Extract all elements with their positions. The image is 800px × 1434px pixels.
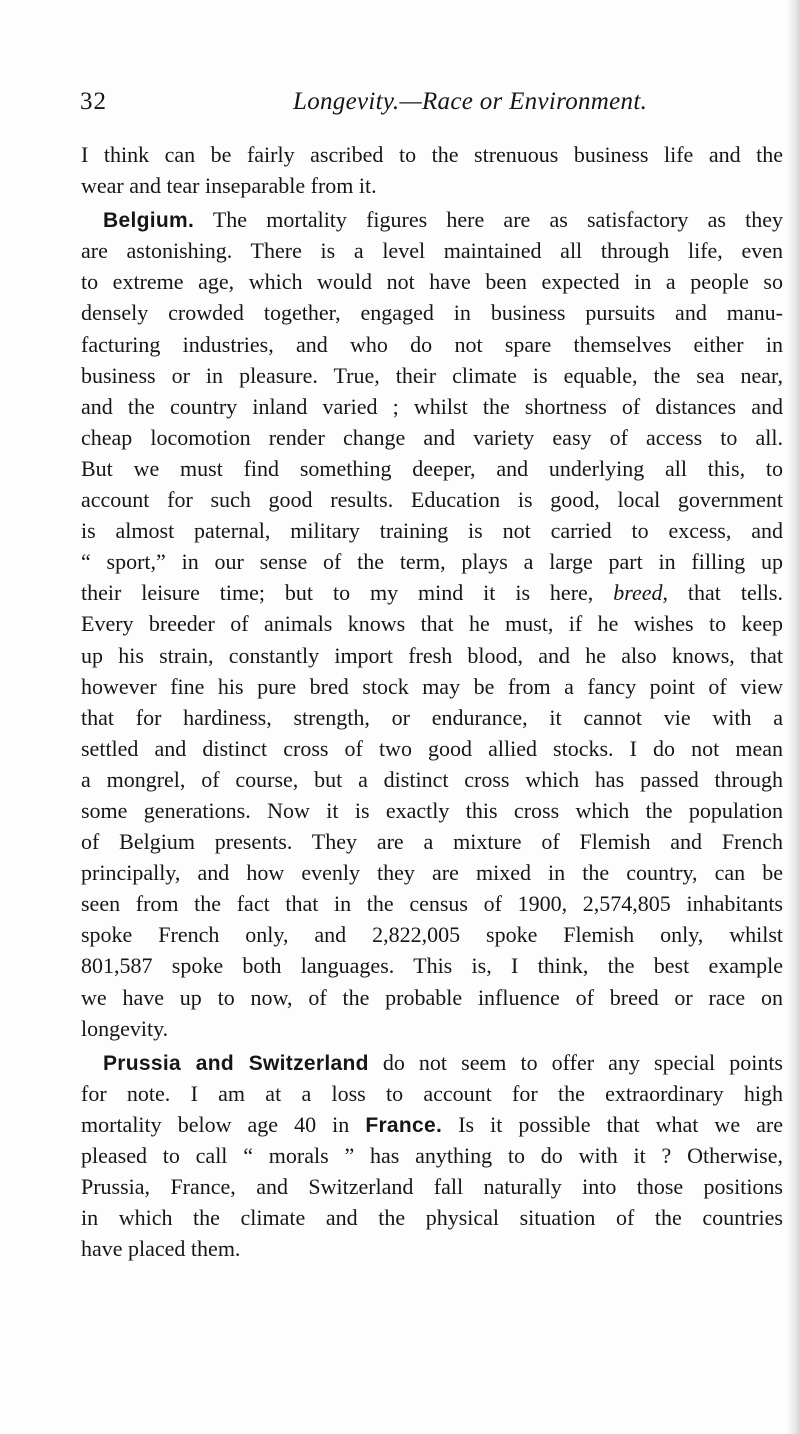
- section-heading: France.: [365, 1113, 443, 1137]
- page-header: [80, 88, 780, 128]
- body-text: [81, 139, 783, 1264]
- text-run: principally, and how evenly they are mixed in the country, can be: [81, 860, 783, 886]
- page-edge-shadow: [786, 0, 800, 1434]
- text-line: [81, 1013, 783, 1044]
- text-run: of Belgium presents. They are a mixture of Flemish and French: [81, 829, 783, 855]
- text-line: [81, 484, 783, 515]
- text-run: to extreme age, which would not have been expected in a people so: [81, 269, 783, 295]
- text-run: 801,587 spoke both languages. This is, I think, the best example: [81, 953, 783, 979]
- text-run: we have up to now, of the probable influence of breed or race on: [81, 984, 783, 1010]
- text-line: [81, 1109, 783, 1140]
- text-run: mortality below age 40 in: [81, 1111, 366, 1137]
- text-run: however fine his pure bred stock may be from a fancy point of view: [81, 673, 783, 699]
- text-line: [81, 1140, 783, 1171]
- section-heading: Prussia and Switzerland: [103, 1051, 369, 1075]
- text-line: [81, 329, 783, 360]
- text-run: seen from the fact that in the census of 1900, 2,574,805 inhabitants: [81, 891, 783, 917]
- text-line: [81, 204, 783, 235]
- text-run: is almost paternal, military training is not carried to excess, and: [81, 518, 783, 544]
- text-line: [81, 170, 783, 201]
- running-title: Longevity.—Race or Environment.: [293, 88, 648, 115]
- text-line: [81, 826, 783, 857]
- paragraph: [81, 1047, 783, 1265]
- text-line: [81, 640, 783, 671]
- text-run: pleased to call “ morals ” has anything to do with it ? Otherwise,: [81, 1143, 783, 1168]
- emphasis: breed: [613, 580, 663, 606]
- text-line: [81, 546, 783, 577]
- text-run: a mongrel, of course, but a distinct cross which has passed through: [81, 766, 783, 792]
- text-line: [81, 1202, 783, 1233]
- text-run: I think can be fairly ascribed to the strenuous business life and the: [81, 142, 783, 167]
- text-run: Every breeder of animals knows that he must, if he wishes to keep: [81, 611, 783, 637]
- text-run: have placed them.: [81, 1236, 241, 1262]
- text-line: [81, 888, 783, 919]
- text-line: [81, 235, 783, 266]
- text-line: [81, 857, 783, 888]
- text-run: some generations. Now it is exactly this cross which the population: [81, 797, 783, 823]
- section-heading: Belgium.: [103, 209, 195, 233]
- paragraph: [81, 139, 783, 201]
- text-line: [81, 950, 783, 981]
- text-run: that for hardiness, strength, or endurance, it cannot vie with a: [81, 704, 783, 730]
- paragraph: [81, 204, 783, 1044]
- text-line: [81, 919, 783, 950]
- text-run: up his strain, constantly import fresh blood, and he also knows, that: [81, 642, 783, 668]
- text-line: [81, 764, 783, 795]
- text-run: spoke French only, and 2,822,005 spoke Flemish only, whilst: [81, 922, 783, 948]
- text-line: [81, 266, 783, 297]
- text-run: , that tells.: [662, 580, 783, 606]
- text-line: [81, 608, 783, 639]
- text-run: are astonishing. There is a level maintained all through life, even: [81, 238, 783, 264]
- text-line: [81, 139, 783, 170]
- text-run: But we must find something deeper, and underlying all this, to: [81, 455, 783, 481]
- text-line: [81, 297, 783, 328]
- text-line: [81, 702, 783, 733]
- text-line: [81, 733, 783, 764]
- text-line: [81, 671, 783, 702]
- text-line: [81, 1171, 783, 1202]
- text-line: [81, 982, 783, 1013]
- text-line: [81, 795, 783, 826]
- text-line: [81, 391, 783, 422]
- text-run: and the country inland varied ; whilst the shortness of distances and: [81, 393, 783, 419]
- text-line: [81, 453, 783, 484]
- text-run: business or in pleasure. True, their climate is equable, the sea near,: [81, 362, 783, 388]
- text-run: “ sport,” in our sense of the term, plays a large part in filling up: [81, 549, 783, 575]
- text-run: Is it possible that what we are: [442, 1111, 783, 1137]
- text-run: facturing industries, and who do not spare themselves either in: [81, 331, 783, 357]
- text-run: for note. I am at a loss to account for the extraordinary high: [81, 1080, 783, 1106]
- text-run: The mortality figures here are as satisfactory as they: [194, 207, 783, 233]
- text-run: longevity.: [81, 1015, 169, 1041]
- text-line: [81, 1047, 783, 1078]
- text-run: cheap locomotion render change and variety easy of access to all.: [81, 424, 783, 450]
- text-line: [81, 1233, 783, 1264]
- text-run: settled and distinct cross of two good allied stocks. I do not mean: [81, 735, 783, 761]
- text-line: [81, 1078, 783, 1109]
- text-run: densely crowded together, engaged in business pursuits and manu-: [81, 300, 783, 326]
- text-line: [81, 360, 783, 391]
- text-run: their leisure time; but to my mind it is here,: [81, 580, 614, 606]
- text-run: wear and tear inseparable from it.: [81, 173, 377, 199]
- page-number: 32: [80, 88, 107, 115]
- text-run: do not seem to offer any special points: [368, 1049, 783, 1075]
- text-run: in which the climate and the physical situation of the countries: [81, 1205, 783, 1231]
- text-line: [81, 577, 783, 608]
- text-run: account for such good results. Education is good, local government: [81, 487, 783, 513]
- text-line: [81, 422, 783, 453]
- text-line: [81, 515, 783, 546]
- text-run: Prussia, France, and Switzerland fall naturally into those positions: [81, 1174, 783, 1200]
